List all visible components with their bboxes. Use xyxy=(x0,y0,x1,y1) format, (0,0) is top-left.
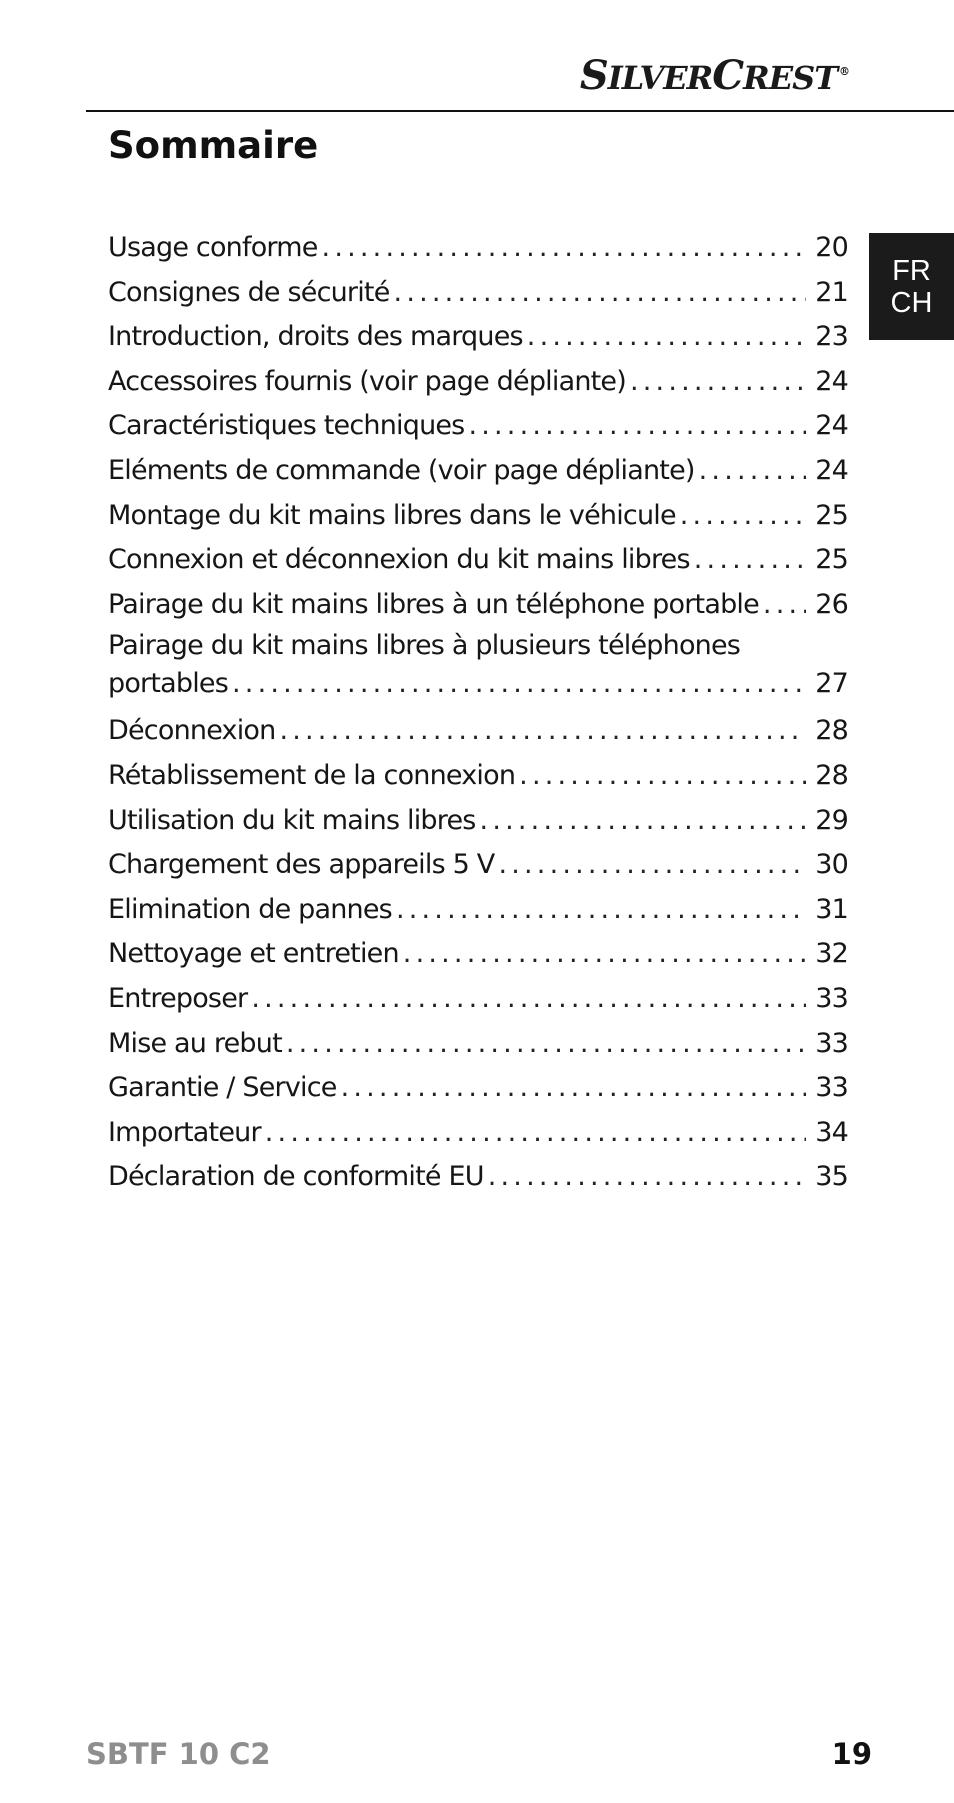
toc-entry-label: Déclaration de conformité EU xyxy=(108,1161,484,1193)
toc-entry-page: 23 xyxy=(815,321,848,353)
toc-entry[interactable] xyxy=(108,404,848,449)
toc-entry-page: 32 xyxy=(815,938,848,970)
toc-entry-page: 26 xyxy=(815,588,848,620)
language-tab-line-2: CH xyxy=(890,286,933,319)
toc-dot-leader xyxy=(498,843,806,888)
toc-entry[interactable] xyxy=(108,271,848,316)
toc-entry[interactable] xyxy=(108,583,848,628)
toc-dot-leader xyxy=(403,932,806,977)
toc-entry[interactable] xyxy=(108,1111,848,1156)
toc-dot-leader xyxy=(322,226,806,271)
toc-dot-leader xyxy=(468,404,806,449)
toc-entry-label: Accessoires fournis (voir page dépliante) xyxy=(108,365,626,397)
toc-entry-label: Connexion et déconnexion du kit mains libres xyxy=(108,544,690,576)
toc-dot-leader xyxy=(488,1155,806,1200)
toc-entry-page: 34 xyxy=(815,1116,848,1148)
toc-dot-leader xyxy=(394,271,806,316)
toc-entry-label: Introduction, droits des marques xyxy=(108,321,523,353)
toc-entry[interactable] xyxy=(108,449,848,494)
toc-entry-page: 31 xyxy=(815,893,848,925)
toc-entry-label-continued: portables xyxy=(108,668,229,700)
toc-entry-page: 25 xyxy=(815,499,848,531)
toc-entry-label: Garantie / Service xyxy=(108,1072,337,1104)
toc-entry[interactable] xyxy=(108,1022,848,1067)
toc-entry-page: 24 xyxy=(815,365,848,397)
toc-entry-page: 35 xyxy=(815,1161,848,1193)
toc-entry-page: 28 xyxy=(815,715,848,747)
toc-entry-page: 33 xyxy=(815,982,848,1014)
toc-entry[interactable] xyxy=(108,977,848,1022)
page-title: Sommaire xyxy=(108,124,319,167)
toc-dot-leader xyxy=(251,977,806,1022)
toc-entry-page: 28 xyxy=(815,759,848,791)
toc-entry-page: 21 xyxy=(815,276,848,308)
toc-dot-leader xyxy=(763,583,806,628)
brand-letter-s: S xyxy=(579,52,608,99)
toc-entry[interactable] xyxy=(108,799,848,844)
toc-entry-label: Eléments de commande (voir page dépliante) xyxy=(108,454,695,486)
toc-entry[interactable] xyxy=(108,888,848,933)
toc-dot-leader xyxy=(341,1066,806,1111)
brand-logo xyxy=(580,52,849,99)
toc-entry-label: Elimination de pannes xyxy=(108,893,392,925)
toc-entry-page: 27 xyxy=(815,668,848,700)
toc-entry[interactable] xyxy=(108,627,848,709)
toc-entry-page: 25 xyxy=(815,544,848,576)
toc-entry-label: Caractéristiques techniques xyxy=(108,410,465,442)
toc-entry[interactable] xyxy=(108,932,848,977)
table-of-contents xyxy=(108,226,848,1200)
toc-dot-leader xyxy=(279,709,806,754)
header-rule xyxy=(86,110,954,112)
toc-entry[interactable] xyxy=(108,754,848,799)
toc-entry[interactable] xyxy=(108,226,848,271)
toc-entry-label: Consignes de sécurité xyxy=(108,276,390,308)
toc-entry-label: Pairage du kit mains libres à un téléphone portable xyxy=(108,588,759,620)
toc-entry-label: Montage du kit mains libres dans le véhicule xyxy=(108,499,676,531)
toc-entry-page: 33 xyxy=(815,1072,848,1104)
toc-entry-label: Nettoyage et entretien xyxy=(108,938,399,970)
toc-entry-label: Entreposer xyxy=(108,982,248,1014)
toc-dot-leader xyxy=(519,754,806,799)
toc-entry-label: Pairage du kit mains libres à plusieurs téléphones xyxy=(108,630,741,662)
toc-entry-label: Déconnexion xyxy=(108,715,276,747)
toc-dot-leader xyxy=(699,449,806,494)
toc-entry-label: Mise au rebut xyxy=(108,1027,282,1059)
toc-entry-page: 29 xyxy=(815,804,848,836)
toc-entry-page: 30 xyxy=(815,849,848,881)
footer-page-number: 19 xyxy=(831,1737,872,1771)
toc-entry-label: Usage conforme xyxy=(108,232,318,263)
toc-dot-leader xyxy=(232,665,806,703)
toc-entry-page: 24 xyxy=(815,410,848,442)
toc-entry[interactable] xyxy=(108,1155,848,1200)
toc-entry-label: Importateur xyxy=(108,1116,261,1148)
footer-model-number: SBTF 10 C2 xyxy=(86,1737,271,1771)
toc-entry-page: 24 xyxy=(815,454,848,486)
toc-dot-leader xyxy=(286,1022,806,1067)
toc-entry[interactable] xyxy=(108,360,848,405)
toc-dot-leader xyxy=(480,799,806,844)
brand-letter-c: C xyxy=(712,52,744,99)
brand-word-rest: REST xyxy=(743,59,837,97)
registered-mark: ® xyxy=(839,64,849,78)
toc-entry-label: Chargement des appareils 5 V xyxy=(108,849,495,881)
toc-entry-continuation xyxy=(108,665,848,703)
toc-entry[interactable] xyxy=(108,843,848,888)
toc-entry-label: Utilisation du kit mains libres xyxy=(108,804,476,836)
toc-entry[interactable] xyxy=(108,494,848,539)
toc-entry[interactable] xyxy=(108,538,848,583)
toc-dot-leader xyxy=(396,888,806,933)
toc-dot-leader xyxy=(630,360,806,405)
language-tab-line-1: FR xyxy=(892,254,931,287)
toc-dot-leader xyxy=(527,315,806,360)
language-tab xyxy=(869,233,954,340)
toc-entry-page: 20 xyxy=(815,232,848,263)
toc-entry-label: Rétablissement de la connexion xyxy=(108,759,516,791)
toc-entry[interactable] xyxy=(108,315,848,360)
toc-entry[interactable] xyxy=(108,709,848,754)
toc-entry[interactable] xyxy=(108,1066,848,1111)
toc-dot-leader xyxy=(694,538,806,583)
toc-dot-leader xyxy=(265,1111,806,1156)
toc-dot-leader xyxy=(680,494,806,539)
brand-word-ilver: ILVER xyxy=(607,59,713,97)
toc-entry-page: 33 xyxy=(815,1027,848,1059)
